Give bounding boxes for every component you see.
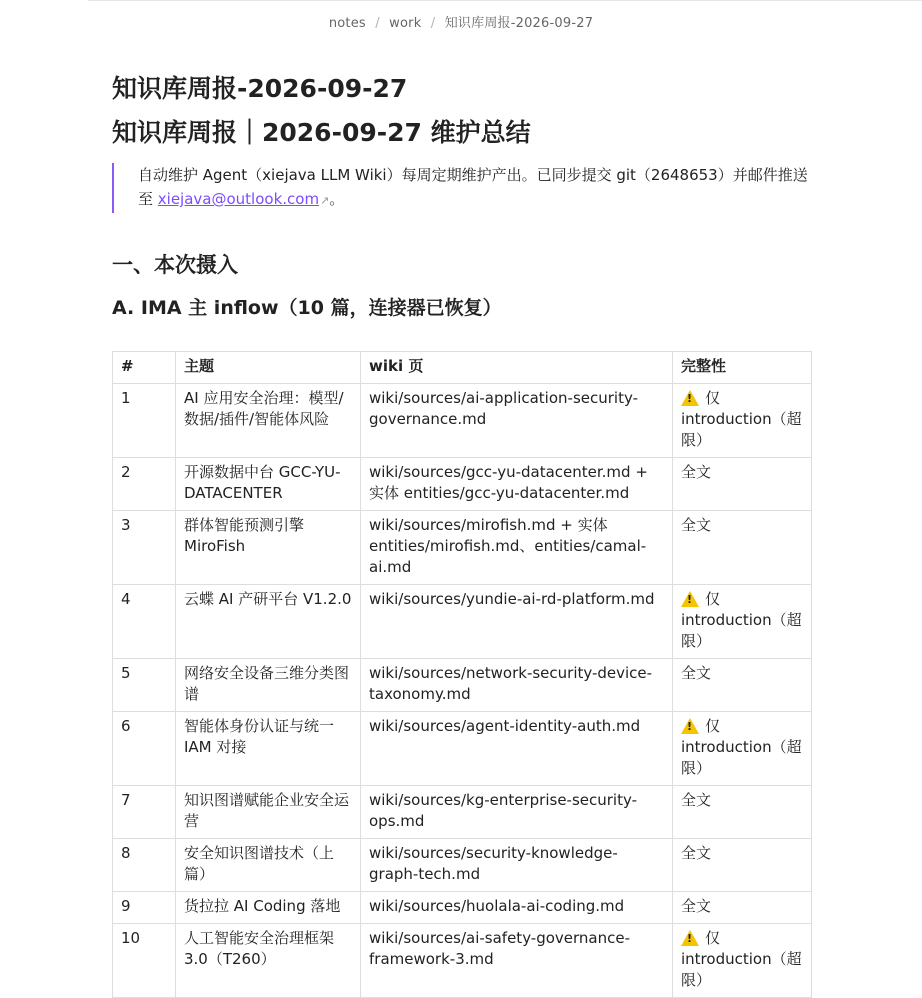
row-num-cell: 1 — [113, 384, 176, 458]
row-num-cell: 2 — [113, 458, 176, 511]
table-row — [113, 659, 812, 712]
row-num-cell: 5 — [113, 659, 176, 712]
row-wiki-cell: wiki/sources/network-security-device-taxonomy.md — [361, 659, 673, 712]
table-row — [113, 839, 812, 892]
row-status-cell — [673, 924, 812, 998]
breadcrumb-separator: / — [375, 16, 380, 31]
row-num-cell: 8 — [113, 839, 176, 892]
row-num-cell: 4 — [113, 585, 176, 659]
row-topic-cell: 人工智能安全治理框架 3.0（T260） — [176, 924, 361, 998]
status-text: 全文 — [681, 897, 712, 915]
row-topic-cell: AI 应用安全治理：模型/数据/插件/智能体风险 — [176, 384, 361, 458]
row-wiki-cell: wiki/sources/security-knowledge-graph-tech.md — [361, 839, 673, 892]
breadcrumb-item-notes[interactable]: notes — [328, 16, 366, 31]
header-topic: 主题 — [176, 352, 361, 384]
row-wiki-cell: wiki/sources/yundie-ai-rd-platform.md — [361, 585, 673, 659]
row-status-cell — [673, 511, 812, 585]
row-wiki-cell: wiki/sources/mirofish.md + 实体 entities/mirofish.md、entities/camal-ai.md — [361, 511, 673, 585]
inflow-table — [112, 351, 812, 998]
blockquote-text: 自动维护 Agent（xiejava LLM Wiki）每周定期维护产出。已同步提交 git（2648653）并邮件推送至 — [138, 166, 808, 208]
status-text: 全文 — [681, 664, 712, 682]
row-num-cell: 7 — [113, 786, 176, 839]
row-status-cell — [673, 659, 812, 712]
status-text: 仅 introduction（超限） — [681, 590, 802, 650]
warning-icon — [681, 390, 699, 406]
row-topic-cell: 开源数据中台 GCC-YU-DATACENTER — [176, 458, 361, 511]
row-num-cell: 3 — [113, 511, 176, 585]
note-content — [112, 72, 812, 998]
row-topic-cell: 云蝶 AI 产研平台 V1.2.0 — [176, 585, 361, 659]
breadcrumb-separator: / — [430, 16, 436, 31]
table-header-row — [113, 352, 812, 384]
status-text: 仅 introduction（超限） — [681, 389, 802, 449]
row-status-cell — [673, 786, 812, 839]
status-text: 全文 — [681, 791, 712, 809]
table-row — [113, 712, 812, 786]
breadcrumb — [0, 12, 922, 31]
table-row — [113, 585, 812, 659]
warning-icon — [681, 591, 699, 607]
summary-blockquote — [112, 163, 812, 213]
table-row — [113, 458, 812, 511]
row-num-cell: 10 — [113, 924, 176, 998]
row-topic-cell: 群体智能预测引擎 MiroFish — [176, 511, 361, 585]
table-row — [113, 924, 812, 998]
table-row — [113, 511, 812, 585]
row-wiki-cell: wiki/sources/kg-enterprise-security-ops.md — [361, 786, 673, 839]
status-text: 全文 — [681, 463, 712, 481]
row-wiki-cell: wiki/sources/ai-application-security-governance.md — [361, 384, 673, 458]
blockquote-suffix: 。 — [329, 190, 345, 208]
status-text: 全文 — [681, 516, 712, 534]
email-link[interactable]: xiejava@outlook.com — [157, 190, 320, 208]
row-wiki-cell: wiki/sources/gcc-yu-datacenter.md + 实体 entities/gcc-yu-datacenter.md — [361, 458, 673, 511]
header-num: # — [113, 352, 176, 384]
top-divider — [88, 0, 922, 1]
note-title: 知识库周报-2026-09-27 — [112, 74, 408, 103]
row-topic-cell: 货拉拉 AI Coding 落地 — [176, 892, 361, 924]
warning-icon — [681, 930, 699, 946]
warning-icon — [681, 718, 699, 734]
row-wiki-cell: wiki/sources/huolala-ai-coding.md — [361, 892, 673, 924]
row-topic-cell: 网络安全设备三维分类图谱 — [176, 659, 361, 712]
row-wiki-cell: wiki/sources/agent-identity-auth.md — [361, 712, 673, 786]
table-row — [113, 892, 812, 924]
status-text: 仅 introduction（超限） — [681, 717, 802, 777]
row-wiki-cell: wiki/sources/ai-safety-governance-framework-3.md — [361, 924, 673, 998]
row-status-cell — [673, 384, 812, 458]
section-heading: 一、本次摄入 — [112, 253, 238, 277]
row-topic-cell: 智能体身份认证与统一 IAM 对接 — [176, 712, 361, 786]
status-text: 仅 introduction（超限） — [681, 929, 802, 989]
row-topic-cell: 安全知识图谱技术（上篇） — [176, 839, 361, 892]
header-status: 完整性 — [673, 352, 812, 384]
table-body — [113, 384, 812, 998]
row-status-cell — [673, 712, 812, 786]
header-wiki: wiki 页 — [361, 352, 673, 384]
row-num-cell: 9 — [113, 892, 176, 924]
table-row — [113, 384, 812, 458]
row-status-cell — [673, 892, 812, 924]
subsection-heading: A. IMA 主 inflow（10 篇，连接器已恢复） — [112, 297, 502, 319]
row-num-cell: 6 — [113, 712, 176, 786]
row-status-cell — [673, 839, 812, 892]
row-status-cell — [673, 458, 812, 511]
table-row — [113, 786, 812, 839]
breadcrumb-item-work[interactable]: work — [389, 16, 422, 31]
status-text: 全文 — [681, 844, 712, 862]
row-status-cell — [673, 585, 812, 659]
row-topic-cell: 知识图谱赋能企业安全运营 — [176, 786, 361, 839]
external-link-icon: ↗ — [320, 194, 330, 207]
breadcrumb-item-current[interactable]: 知识库周报-2026-09-27 — [444, 16, 594, 31]
document-heading: 知识库周报｜2026-09-27 维护总结 — [112, 118, 531, 147]
